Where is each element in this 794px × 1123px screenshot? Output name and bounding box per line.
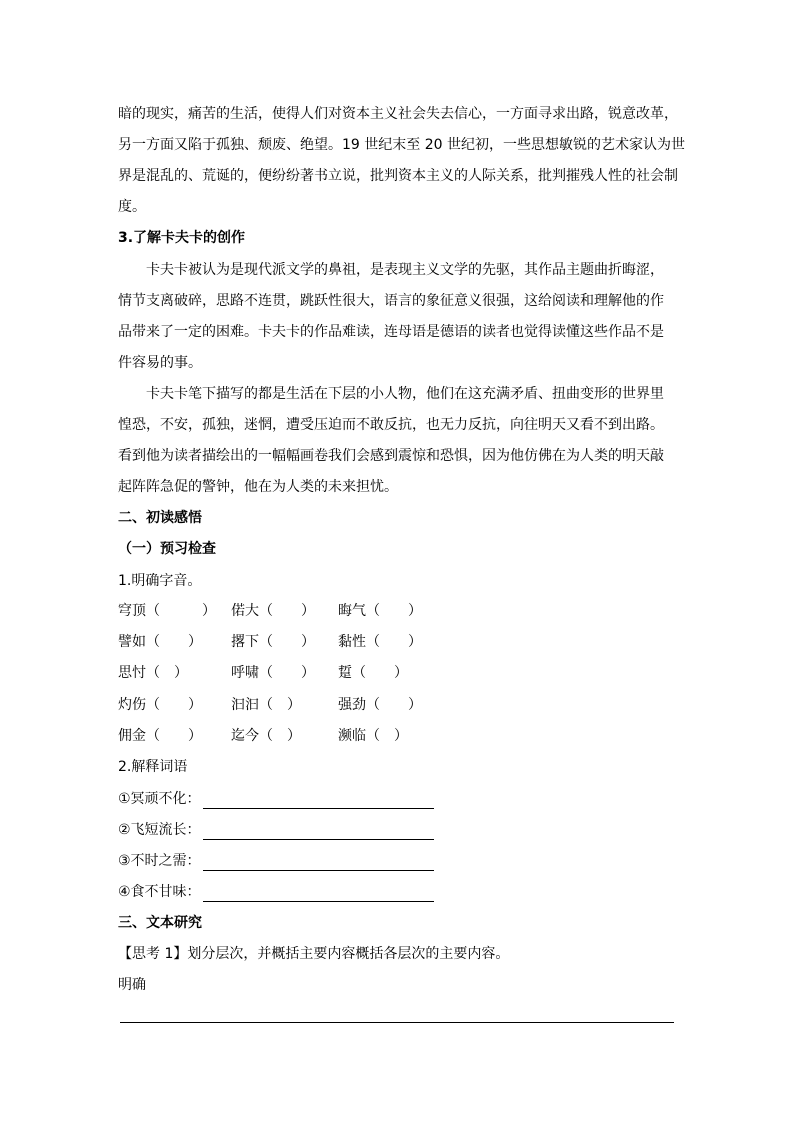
kafka-para2-line-2: 惶恐，不安，孤独，迷惘，遭受压迫而不敢反抗，也无力反抗，向往明天又看不到出路。	[118, 417, 664, 433]
term-label: ①冥顽不化：	[118, 791, 201, 807]
pinyin-item: 踅（ ）	[338, 665, 408, 681]
section2-subheading: （一）预习检查	[118, 541, 216, 557]
pinyin-item: 呼啸（ ）	[231, 665, 315, 681]
pinyin-item: 撂下（ ）	[231, 634, 315, 650]
pinyin-item: 譬如（ ）	[118, 634, 202, 650]
answer-blank[interactable]	[203, 887, 434, 902]
kafka-para2-line-3: 看到他为读者描绘出的一幅幅画卷我们会感到震惊和恐惧，因为他仿佛在为人类的明天敲	[118, 448, 664, 464]
term-row	[118, 851, 434, 871]
think-question-1: 【思考 1】划分层次，并概括主要内容概括各层次的主要内容。	[118, 946, 510, 962]
kafka-para1-line-3: 品带来了一定的困难。卡夫卡的作品难读，连母语是德语的读者也觉得读懂这些作品不是	[118, 324, 664, 340]
kafka-para1-line-4: 件容易的事。	[118, 355, 202, 371]
kafka-para2-line-1: 卡夫卡笔下描写的都是生活在下层的小人物，他们在这充满矛盾、扭曲变形的世界里	[146, 386, 664, 402]
term-row	[118, 789, 434, 809]
kafka-para2-line-4: 起阵阵急促的警钟，他在为人类的未来担忧。	[118, 479, 398, 495]
pinyin-item: 思忖（ ）	[118, 665, 188, 681]
term-row	[118, 820, 434, 840]
pinyin-item: 穹顶（ ）	[118, 603, 216, 619]
kafka-para1-line-2: 情节支离破碎，思路不连贯，跳跃性很大，语言的象征意义很强，这给阅读和理解他的作	[118, 293, 664, 309]
question-2: 2.解释词语	[118, 759, 188, 775]
term-label: ②飞短流长：	[118, 822, 201, 838]
pinyin-item: 晦气（ ）	[338, 603, 422, 619]
pinyin-item: 迄今（ ）	[231, 728, 301, 744]
section2-heading: 二、初读感悟	[118, 510, 202, 526]
intro-line-3: 界是混乱的、荒诞的，便纷纷著书立说，批判资本主义的人际关系，批判摧残人性的社会制	[118, 168, 678, 184]
pinyin-item: 灼伤（ ）	[118, 697, 202, 713]
answer-blank[interactable]	[203, 825, 434, 840]
pinyin-item: 濒临（ ）	[338, 728, 408, 744]
pinyin-item: 强劲（ ）	[338, 697, 422, 713]
kafka-heading: 3.了解卡夫卡的创作	[118, 230, 246, 246]
term-row	[118, 882, 434, 902]
pinyin-item: 佣金（ ）	[118, 728, 202, 744]
intro-line-2: 另一方面又陷于孤独、颓废、绝望。19 世纪末至 20 世纪初，一些思想敏锐的艺术家认为世	[118, 137, 685, 153]
term-label: ③不时之需：	[118, 853, 201, 869]
answer-blank[interactable]	[203, 856, 434, 871]
intro-line-4: 度。	[118, 199, 146, 215]
answer-blank[interactable]	[203, 794, 434, 809]
answer-label: 明确	[118, 977, 146, 993]
answer-line[interactable]	[120, 1022, 674, 1023]
kafka-para1-line-1: 卡夫卡被认为是现代派文学的鼻祖，是表现主义文学的先驱，其作品主题曲折晦涩，	[146, 262, 664, 278]
section3-heading: 三、文本研究	[118, 915, 202, 931]
question-1: 1.明确字音。	[118, 573, 202, 589]
pinyin-item: 汩汩（ ）	[231, 697, 301, 713]
term-label: ④食不甘味：	[118, 884, 201, 900]
pinyin-item: 偌大（ ）	[231, 603, 315, 619]
intro-line-1: 暗的现实，痛苦的生活，使得人们对资本主义社会失去信心，一方面寻求出路，锐意改革，	[118, 106, 678, 122]
pinyin-item: 黏性（ ）	[338, 634, 422, 650]
